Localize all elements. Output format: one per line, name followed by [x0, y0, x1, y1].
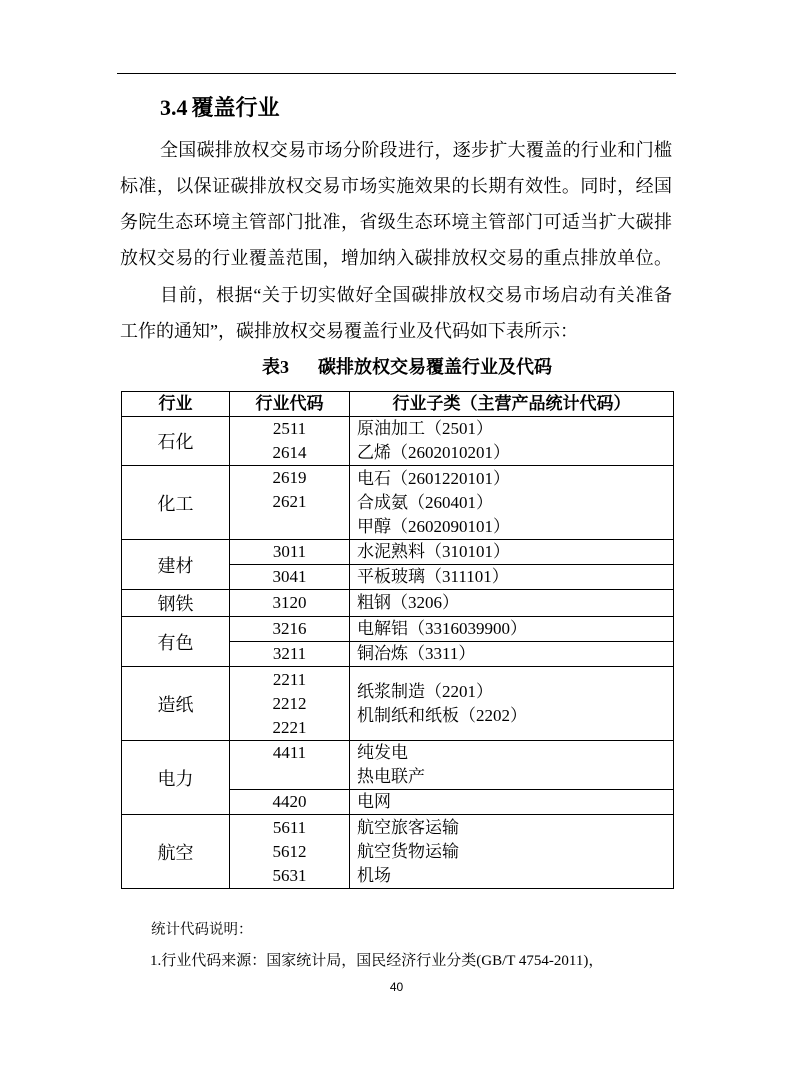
industry-cell: 石化 — [122, 417, 230, 466]
subcategory-cell — [350, 740, 674, 789]
subcategory-cell — [350, 466, 674, 540]
code-cell — [230, 590, 350, 617]
section-heading — [160, 94, 280, 122]
industry-code: 2614 — [272, 443, 307, 463]
code-cell — [230, 565, 350, 590]
table-row — [122, 540, 674, 565]
industry-code: 2511 — [272, 419, 307, 439]
header-code: 行业代码 — [230, 392, 350, 417]
subcategory-item: 纸浆制造（2201） — [357, 681, 493, 701]
section-title: 覆盖行业 — [191, 95, 280, 120]
industry-code: 3041 — [272, 567, 307, 587]
subcategory-cell — [350, 815, 674, 889]
subcategory-item: 铜冶炼（3311） — [357, 644, 476, 664]
subcategory-item: 甲醇（2602090101） — [357, 516, 510, 536]
table-row — [122, 740, 674, 789]
code-cell — [230, 466, 350, 540]
paragraph-line: 全国碳排放权交易市场分阶段进行，逐步扩大覆盖的行业和门槛 — [160, 140, 672, 160]
industry-code-table — [121, 391, 674, 889]
subcategory-cell — [350, 642, 674, 667]
subcategory-cell — [350, 790, 674, 815]
industry-code: 2621 — [272, 492, 307, 512]
industry-code: 2212 — [272, 693, 307, 713]
code-cell — [230, 667, 350, 741]
industry-code: 3011 — [272, 542, 307, 562]
section-number: 3.4 — [160, 95, 188, 120]
code-cell — [230, 540, 350, 565]
industry-cell: 化工 — [122, 466, 230, 540]
table-row — [122, 815, 674, 889]
subcategory-item: 粗钢（3206） — [357, 593, 459, 613]
subcategory-cell — [350, 565, 674, 590]
code-cell — [230, 642, 350, 667]
industry-code: 4420 — [272, 792, 307, 812]
subcategory-cell — [350, 617, 674, 642]
subcategory-item: 电解铝（3316039900） — [357, 619, 527, 639]
subcategory-item: 机制纸和纸板（2202） — [357, 705, 527, 725]
table-row — [122, 417, 674, 466]
paragraph-line: 工作的通知”，碳排放权交易覆盖行业及代码如下表所示： — [120, 321, 578, 341]
industry-code: 3211 — [272, 644, 307, 664]
industry-code: 5631 — [272, 865, 307, 885]
table-header-row — [122, 392, 674, 417]
industry-cell: 有色 — [122, 617, 230, 667]
paragraph-line: 放权交易的行业覆盖范围，增加纳入碳排放权交易的重点排放单位。 — [120, 248, 672, 268]
subcategory-item: 航空旅客运输 — [357, 817, 459, 837]
industry-cell: 建材 — [122, 540, 230, 590]
subcategory-item: 原油加工（2501） — [357, 419, 493, 439]
subcategory-cell — [350, 667, 674, 741]
table-row — [122, 466, 674, 540]
subcategory-item: 机场 — [357, 865, 391, 885]
industry-cell: 造纸 — [122, 667, 230, 741]
notes-title: 统计代码说明： — [151, 922, 253, 938]
paragraph-line: 目前，根据“关于切实做好全国碳排放权交易市场启动有关准备 — [160, 285, 672, 305]
subcategory-item: 航空货物运输 — [357, 841, 459, 861]
subcategory-item: 电石（2601220101） — [357, 468, 510, 488]
subcategory-item: 水泥熟料（310101） — [357, 542, 510, 562]
header-subcategory: 行业子类（主营产品统计代码） — [350, 392, 674, 417]
paragraph-line: 务院生态环境主管部门批准，省级生态环境主管部门可适当扩大碳排 — [120, 212, 672, 232]
notes-item: 1.行业代码来源：国家统计局，国民经济行业分类(GB/T 4754-2011)， — [150, 953, 604, 969]
industry-code: 2211 — [272, 669, 307, 689]
industry-code: 2221 — [272, 717, 307, 737]
subcategory-item: 平板玻璃（311101） — [357, 567, 509, 587]
subcategory-item: 合成氨（260401） — [357, 492, 493, 512]
industry-code: 3216 — [272, 619, 307, 639]
industry-code: 5612 — [272, 841, 307, 861]
page-number: 40 — [389, 980, 404, 994]
subcategory-item: 热电联产 — [357, 767, 425, 787]
industry-code: 4411 — [272, 742, 307, 762]
header-rule — [117, 73, 676, 74]
subcategory-cell — [350, 590, 674, 617]
industry-code: 5611 — [272, 817, 307, 837]
subcategory-item: 纯发电 — [357, 743, 408, 763]
table-caption-label: 表3 — [262, 357, 289, 377]
industry-code: 3120 — [272, 593, 307, 613]
table-row — [122, 667, 674, 741]
code-cell — [230, 790, 350, 815]
industry-cell: 航空 — [122, 815, 230, 889]
subcategory-item: 电网 — [357, 792, 391, 812]
header-industry: 行业 — [122, 392, 230, 417]
code-cell — [230, 417, 350, 466]
code-cell — [230, 815, 350, 889]
code-cell — [230, 740, 350, 789]
subcategory-cell — [350, 417, 674, 466]
paragraph-line: 标准，以保证碳排放权交易市场实施效果的长期有效性。同时，经国 — [120, 176, 672, 196]
table-row — [122, 590, 674, 617]
subcategory-cell — [350, 540, 674, 565]
table-row — [122, 617, 674, 642]
table-caption-title: 碳排放权交易覆盖行业及代码 — [318, 357, 552, 377]
industry-code: 2619 — [272, 468, 307, 488]
industry-cell: 钢铁 — [122, 590, 230, 617]
code-cell — [230, 617, 350, 642]
subcategory-item: 乙烯（2602010201） — [357, 443, 510, 463]
industry-cell: 电力 — [122, 740, 230, 814]
